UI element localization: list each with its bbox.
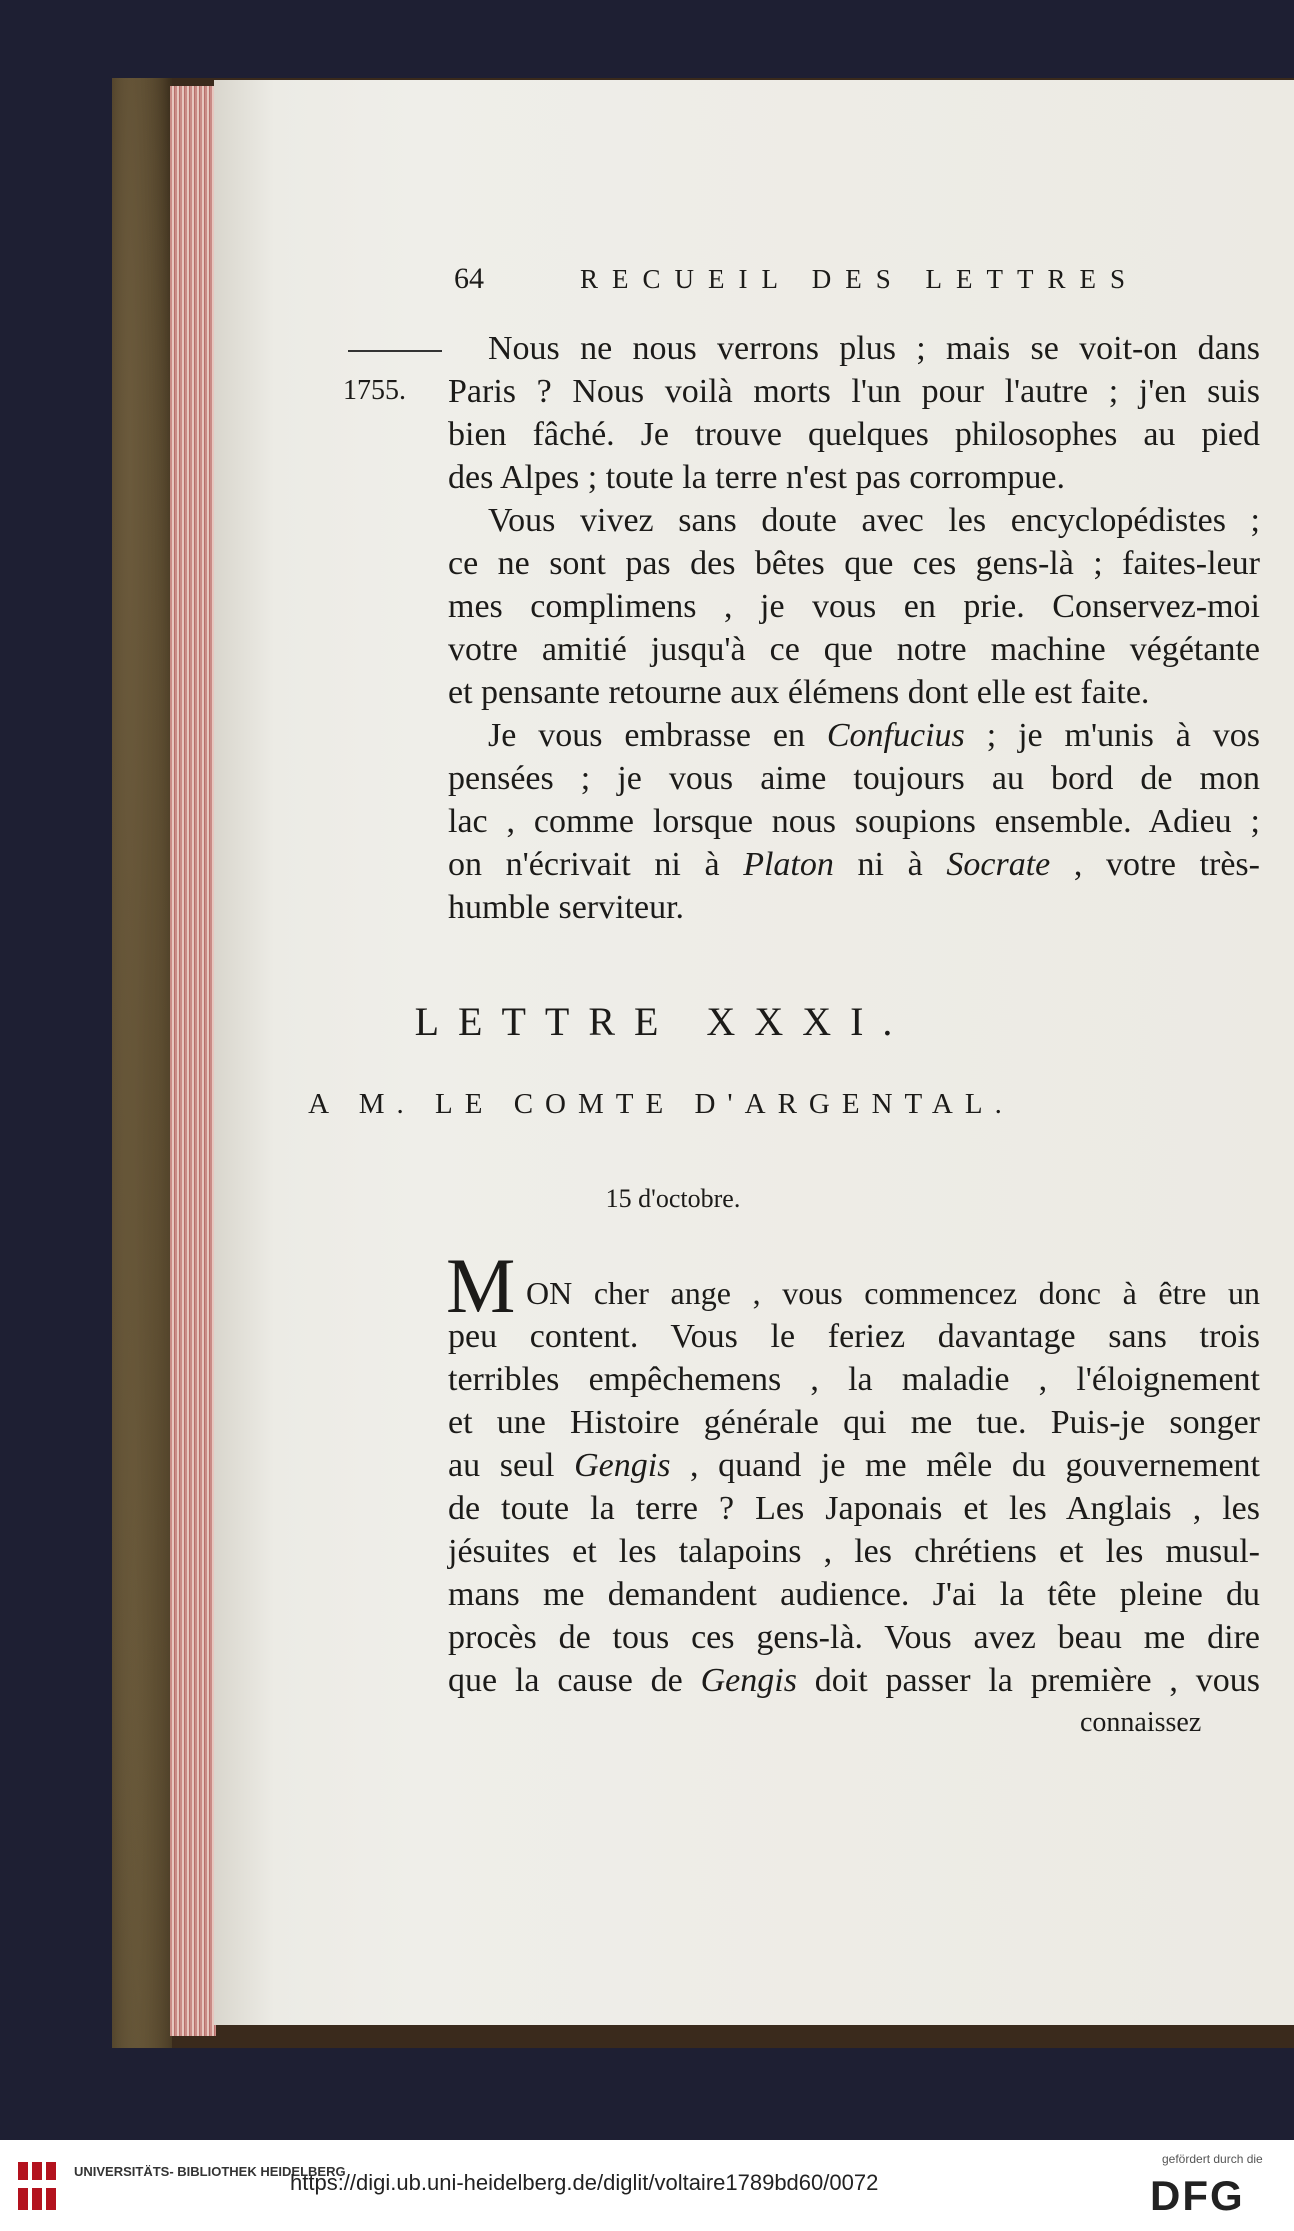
text-line: votre amitié jusqu'à ce que notre machine végétante bbox=[448, 631, 1260, 668]
text-line: au seul Gengis , quand je me mêle du gouvernement bbox=[448, 1447, 1261, 1484]
text-line: procès de tous ces gens-là. Vous avez beau me dire bbox=[448, 1619, 1260, 1656]
sponsor-label: gefördert durch die bbox=[1162, 2152, 1263, 2166]
text-line: mes complimens , je vous en prie. Conservez-moi bbox=[448, 588, 1260, 625]
viewer-footer bbox=[0, 2140, 1294, 2231]
text-line: ce ne sont pas des bêtes que ces gens-là ; faites-leur bbox=[448, 545, 1260, 582]
text-line: et une Histoire générale qui me tue. Puis-je songer bbox=[448, 1404, 1260, 1441]
text-line: lac , comme lorsque nous soupions ensemble. Adieu ; bbox=[448, 803, 1260, 840]
permalink-url[interactable]: https://digi.ub.uni-heidelberg.de/diglit/voltaire1789bd60/0072 bbox=[290, 2170, 879, 2195]
text-line: des Alpes ; toute la terre n'est pas corrompue. bbox=[448, 459, 1065, 496]
text-line: on n'écrivait ni à Platon ni à Socrate , votre très- bbox=[448, 846, 1260, 883]
margin-dash bbox=[348, 350, 442, 352]
text-line: Paris ? Nous voilà morts l'un pour l'autre ; j'en suis bbox=[448, 373, 1260, 410]
letter-title: LETTRE XXXI. bbox=[414, 999, 912, 1044]
drop-cap: M bbox=[446, 1242, 516, 1329]
catchword: connaissez bbox=[1080, 1707, 1202, 1738]
text-line: Je vous embrasse en Confucius ; je m'unis à vos bbox=[488, 717, 1260, 754]
page-number: 64 bbox=[454, 262, 484, 295]
text-line: Vous vivez sans doute avec les encyclopédistes ; bbox=[488, 502, 1260, 539]
text-line: bien fâché. Je trouve quelques philosophes au pied bbox=[448, 416, 1260, 453]
text-line: humble serviteur. bbox=[448, 889, 685, 926]
letter-addressee: A M. LE COMTE D'ARGENTAL. bbox=[308, 1088, 1014, 1120]
letter-date: 15 d'octobre. bbox=[605, 1184, 741, 1213]
library-logo-icon bbox=[14, 2158, 60, 2214]
text-line: Nous ne nous verrons plus ; mais se voit-on dans bbox=[488, 330, 1260, 367]
dfg-logo: DFG bbox=[1150, 2172, 1245, 2219]
text-line: peu content. Vous le feriez davantage sans trois bbox=[448, 1318, 1260, 1355]
text-line: mans me demandent audience. J'ai la tête pleine du bbox=[448, 1576, 1260, 1613]
text-line: de toute la terre ? Les Japonais et les Anglais , les bbox=[448, 1490, 1260, 1527]
text-line: pensées ; je vous aime toujours au bord de mon bbox=[448, 760, 1260, 797]
text-line: jésuites et les talapoins , les chrétiens et les musul- bbox=[448, 1533, 1260, 1570]
margin-year: 1755. bbox=[343, 375, 406, 406]
page-edges bbox=[170, 86, 216, 2036]
marbled-cover-edge bbox=[112, 78, 172, 2048]
text-line: terribles empêchemens , la maladie , l'éloignement bbox=[448, 1361, 1260, 1398]
text-line: et pensante retourne aux élémens dont elle est faite. bbox=[448, 674, 1150, 711]
library-name: UNIVERSITÄTS- BIBLIOTHEK HEIDELBERG bbox=[74, 2164, 346, 2179]
text-line: ON cher ange , vous commencez donc à être un bbox=[526, 1275, 1260, 1311]
text-line: que la cause de Gengis doit passer la première , vous bbox=[448, 1662, 1260, 1699]
running-title: RECUEIL DES LETTRES bbox=[580, 264, 1139, 294]
